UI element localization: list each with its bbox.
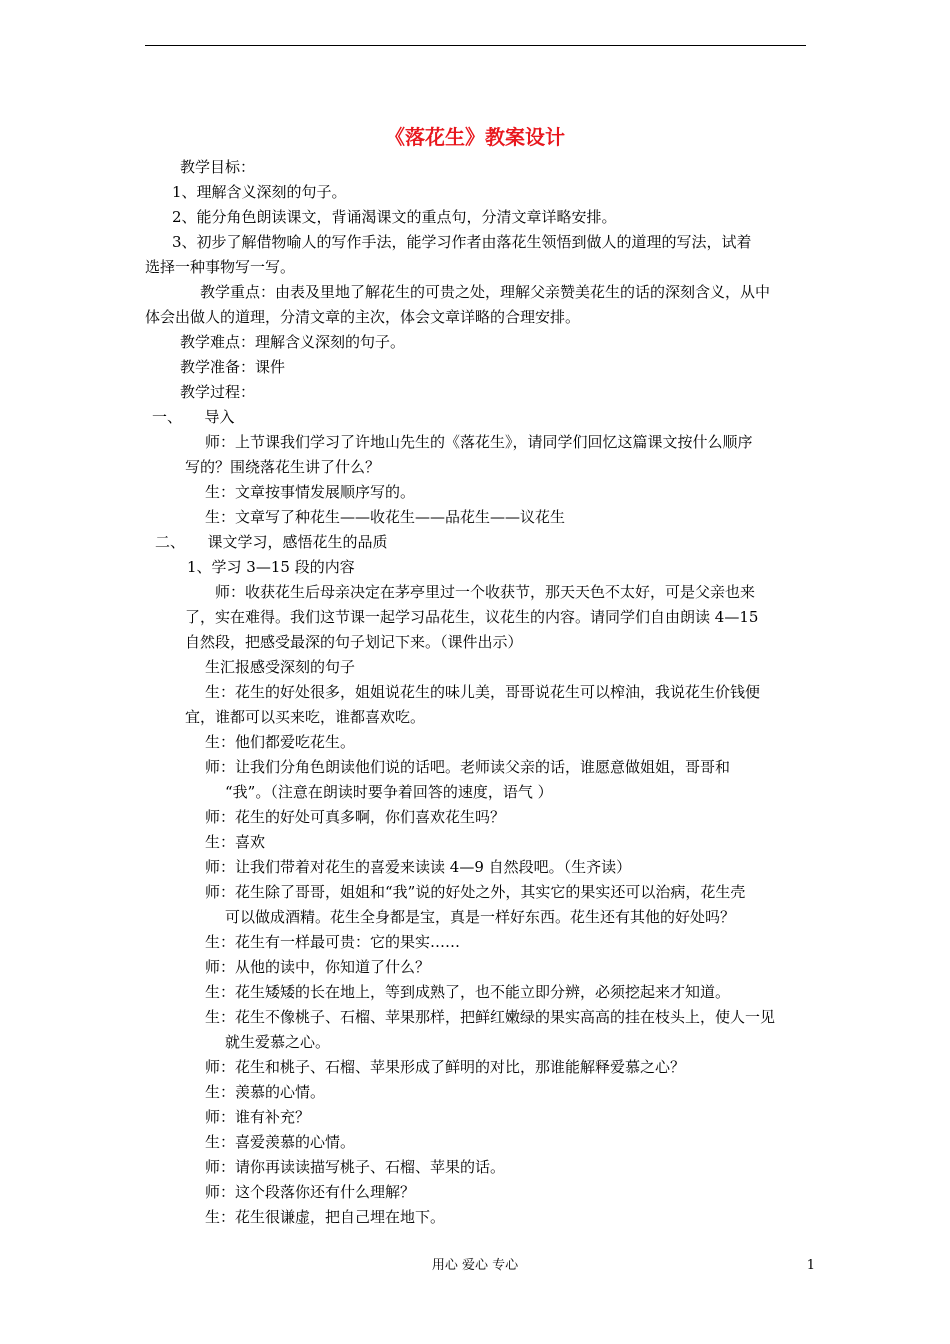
text-line: 师：收获花生后母亲决定在茅亭里过一个收获节，那天天色不太好，可是父亲也来 <box>215 583 756 601</box>
text-line: 宜，谁都可以买来吃，谁都喜欢吃。 <box>185 708 426 726</box>
footer-motto: 用心 爱心 专心 <box>431 1258 519 1273</box>
text-line: 生：他们都爱吃花生。 <box>205 733 356 751</box>
text-line: 师：从他的读中，你知道了什么？ <box>205 958 431 976</box>
text-line: 师：上节课我们学习了许地山先生的《落花生》，请同学们回忆这篇课文按什么顺序 <box>205 433 753 451</box>
text-line: 师：花生除了哥哥，姐姐和“我”说的好处之外，其实它的果实还可以治病，花生壳 <box>205 883 746 901</box>
text-line: 生：花生不像桃子、石榴、苹果那样，把鲜红嫩绿的果实高高的挂在枝头上，使人一见 <box>205 1008 776 1026</box>
text-line: 生：花生的好处很多，姐姐说花生的味儿美，哥哥说花生可以榨油，我说花生价钱便 <box>205 683 761 701</box>
text-line: 自然段，把感受最深的句子划记下来。（课件出示） <box>185 633 523 651</box>
text-line: “我”。（注意在朗读时要争着回答的速度，语气 ） <box>225 783 553 801</box>
section-heading: 一、 导入 <box>152 408 235 426</box>
text-line: 师：请你再读读描写桃子、石榴、苹果的话。 <box>205 1158 506 1176</box>
text-line: 生汇报感受深刻的句子 <box>205 658 356 676</box>
text-line: 1、学习 3—15 段的内容 <box>187 558 355 576</box>
text-line: 可以做成酒精。花生全身都是宝，真是一样好东西。花生还有其他的好处吗？ <box>225 908 736 926</box>
text-line: 教学目标： <box>180 158 256 176</box>
text-line: 生：花生矮矮的长在地上，等到成熟了，也不能立即分辨，必须挖起来才知道。 <box>205 983 731 1001</box>
text-line: 了，实在难得。我们这节课一起学习品花生，议花生的内容。请同学们自由朗读 4—15 <box>185 608 759 626</box>
text-line: 1、理解含义深刻的句子。 <box>172 183 347 201</box>
text-line: 体会出做人的道理，分清文章的主次，体会文章详略的合理安排。 <box>145 308 581 326</box>
document-title: 《落花生》教案设计 <box>385 125 565 149</box>
text-line: 师：谁有补充？ <box>205 1108 311 1126</box>
text-line: 教学难点：理解含义深刻的句子。 <box>180 333 406 351</box>
text-line: 写的？围绕落花生讲了什么？ <box>185 458 381 476</box>
text-line: 3、初步了解借物喻人的写作手法，能学习作者由落花生领悟到做人的道理的写法，试着 <box>172 233 752 251</box>
text-line: 生：羡慕的心情。 <box>205 1083 326 1101</box>
text-line: 生：文章写了种花生——收花生——品花生——议花生 <box>205 508 566 526</box>
text-line: 教学准备：课件 <box>180 358 286 376</box>
section-heading: 二、 课文学习，感悟花生的品质 <box>155 533 388 551</box>
text-line: 生：喜爱羡慕的心情。 <box>205 1133 356 1151</box>
text-line: 2、能分角色朗读课文，背诵渴课文的重点句，分清文章详略安排。 <box>172 208 617 226</box>
text-line: 教学过程： <box>180 383 256 401</box>
text-line: 就生爱慕之心。 <box>225 1033 331 1051</box>
text-line: 选择一种事物写一写。 <box>145 258 296 276</box>
text-line: 师：花生的好处可真多啊，你们喜欢花生吗？ <box>205 808 506 826</box>
text-line: 生：花生有一样最可贵：它的果实…… <box>205 933 461 951</box>
text-line: 生：喜欢 <box>205 833 266 851</box>
page-number: 1 <box>806 1258 815 1273</box>
text-line: 师：这个段落你还有什么理解？ <box>205 1183 416 1201</box>
text-line: 师：让我们带着对花生的喜爱来读读 4—9 自然段吧。（生齐读） <box>205 858 632 876</box>
header-rule <box>145 45 806 46</box>
text-line: 生：花生很谦虚，把自己埋在地下。 <box>205 1208 446 1226</box>
text-line: 师：花生和桃子、石榴、苹果形成了鲜明的对比，那谁能解释爱慕之心？ <box>205 1058 686 1076</box>
text-line: 师：让我们分角色朗读他们说的话吧。老师读父亲的话，谁愿意做姐姐，哥哥和 <box>205 758 731 776</box>
text-line: 教学重点：由表及里地了解花生的可贵之处，理解父亲赞美花生的话的深刻含义，从中 <box>200 283 771 301</box>
text-line: 生：文章按事情发展顺序写的。 <box>205 483 416 501</box>
